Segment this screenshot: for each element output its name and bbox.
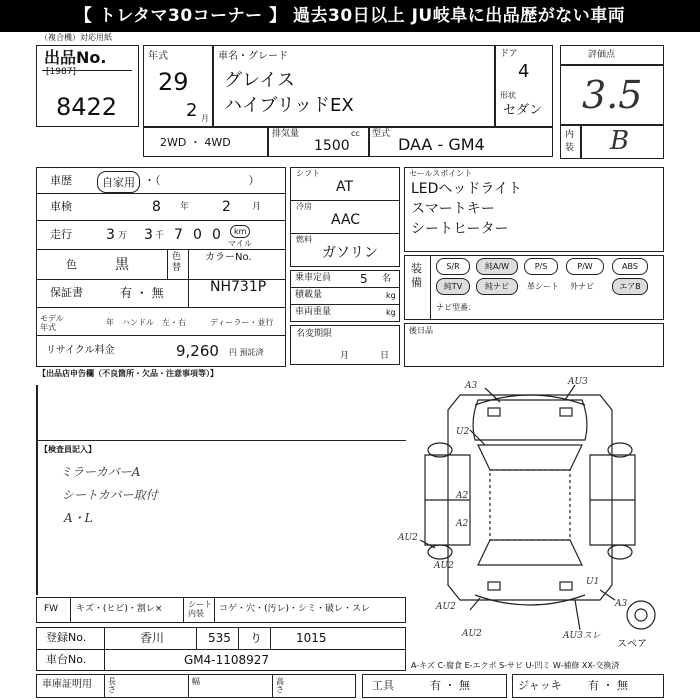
name-label: 車名・グレード <box>218 51 288 62</box>
jack-value: 有 ・ 無 <box>588 679 628 692</box>
warranty-label: 保証書 <box>50 286 83 299</box>
displacement-unit: cc <box>351 129 360 138</box>
equipment-label: 装備 <box>411 262 422 289</box>
shift-value: AT <box>336 179 354 195</box>
lot-number: 8422 <box>56 93 118 121</box>
inspection-month-unit: 月 <box>252 202 262 212</box>
dealer-type: ディーラー・並行 <box>210 318 274 327</box>
inspector-note-2: シートカバー取付 <box>62 488 158 502</box>
equip-leather: 革シート <box>527 282 559 291</box>
cert-width: 幅 <box>192 677 200 686</box>
registration-place: 香川 <box>140 631 165 645</box>
mileage-unit: km <box>230 225 250 238</box>
inspector-note-3: A・L <box>64 511 93 525</box>
shape-label: 形状 <box>500 91 516 100</box>
mark-rear-right: U1 <box>586 577 600 587</box>
recycle-value: 9,260 <box>176 342 219 360</box>
fuel-value: ガソリン <box>322 245 378 261</box>
color-code-label: カラーNo. <box>205 252 252 263</box>
top-note: （複合機）対応用紙 <box>40 33 112 42</box>
warranty-value: 有 ・ 無 <box>120 286 164 300</box>
door-label: ドア <box>500 49 518 59</box>
drive-text: 2WD ・ 4WD <box>160 136 231 149</box>
year-value: 29 <box>158 68 189 96</box>
cert-height: 高さ <box>276 677 284 694</box>
cert-label: 車庫証明用 <box>42 679 92 690</box>
equip-sunroof: S/R <box>436 258 470 275</box>
score-value: 3.5 <box>582 73 643 117</box>
shape-value: セダン <box>503 103 543 118</box>
displacement-value: 1500 <box>314 138 350 154</box>
shift-label: シフト <box>296 169 320 178</box>
chassis-value: GM4-1108927 <box>184 653 270 667</box>
cert-length: 長さ <box>108 677 116 694</box>
inspection-year-unit: 年 <box>180 202 190 212</box>
inspection-label: 車検 <box>50 200 72 213</box>
model-year-label: モデル年式 <box>40 314 64 332</box>
fw-items: キズ・(ヒビ)・割レ× <box>76 604 163 614</box>
weight-unit: kg <box>386 308 396 317</box>
door-value: 4 <box>518 61 530 82</box>
fw-label: FW <box>44 604 59 614</box>
inspector-title: 【検査員記入】 <box>40 445 96 454</box>
car-model: グレイス <box>224 70 295 91</box>
spare-label: スペア <box>617 639 647 650</box>
mileage-sen: 3 <box>144 227 153 243</box>
history-rest: ・（ ） <box>144 174 260 187</box>
car-grade: ハイブリッドEX <box>224 95 354 116</box>
equip-alloy-wheel: 純A/W <box>476 258 518 275</box>
mark-left-front-door: A2 <box>456 491 469 501</box>
defect-legend: A-キズ C-腐食 E-エクボ S-サビ U-凹ミ W-補修 XX-交換済 <box>411 661 620 670</box>
seat-label: シート内装 <box>188 600 212 618</box>
jack-label: ジャッキ <box>518 679 562 692</box>
seat-items: コゲ・穴・(汚レ)・シミ・破レ・スレ <box>219 604 371 614</box>
load-unit: kg <box>386 291 396 300</box>
mileage-alt-unit: マイル <box>228 239 252 248</box>
equip-airbag: エアB <box>612 278 648 295</box>
weight-label: 車両重量 <box>295 307 332 317</box>
mileage-tens: 0 <box>193 227 202 243</box>
tools-label: 工具 <box>372 679 394 692</box>
defects-title: 【出品店申告欄（不良箇所・欠品・注意事項等）】 <box>38 369 218 378</box>
registration-label: 登録No. <box>46 631 87 644</box>
mark-left-rear-wheel: AU2 <box>434 561 454 571</box>
year-label: 年式 <box>148 51 168 62</box>
registration-kana: り <box>250 631 263 645</box>
interior-label: 内装 <box>565 130 575 153</box>
navi-model-label: ナビ型番： <box>436 303 476 312</box>
tools-value: 有 ・ 無 <box>430 679 470 692</box>
aircon-value: AAC <box>331 212 361 228</box>
model-type-label: 型式 <box>372 129 391 139</box>
color-change-label: 色替 <box>172 252 182 273</box>
capacity-value: 5 <box>360 272 368 286</box>
color-value: 黒 <box>115 257 129 273</box>
color-code: NH731P <box>210 279 267 295</box>
equip-ext-navi: 外ナビ <box>570 282 594 291</box>
displacement-label: 排気量 <box>272 129 300 139</box>
mark-rear-left: AU2 <box>436 602 456 612</box>
equip-power-window: P/W <box>566 258 604 275</box>
equip-power-steering: P/S <box>524 258 558 275</box>
registration-number: 1015 <box>296 631 327 645</box>
inspection-year: 8 <box>152 199 161 215</box>
interior-value: B <box>610 126 630 156</box>
mark-hood: U2 <box>456 427 470 437</box>
sales-item-2: スマートキー <box>411 201 495 217</box>
year-month-unit: 月 <box>201 114 209 123</box>
mileage-sen-unit: 千 <box>155 231 165 241</box>
mileage-man-unit: 万 <box>118 231 128 241</box>
lot-label: 出品No. <box>44 48 107 67</box>
model-year-unit: 年 <box>106 318 114 327</box>
model-type-value: DAA - GM4 <box>398 135 485 154</box>
mileage-label: 走行 <box>50 228 72 241</box>
mileage-man: 3 <box>106 227 115 243</box>
mark-left-rear-door: A2 <box>456 519 469 529</box>
mark-rear-bumper-left: AU2 <box>462 629 482 639</box>
score-label: 評価点 <box>588 50 616 60</box>
mark-rear-corner: A3 <box>615 599 628 609</box>
sales-label: セールスポイント <box>409 169 473 178</box>
registration-class: 535 <box>208 631 231 645</box>
expiry-month: 月 <box>340 351 350 361</box>
capacity-unit: 名 <box>382 274 392 284</box>
equip-navi: 純ナビ <box>476 278 518 295</box>
sales-item-3: シートヒーター <box>411 221 509 237</box>
fuel-label: 燃料 <box>296 235 312 244</box>
mark-left-rear-fender: AU2 <box>398 533 418 543</box>
history-value: 自家用 <box>97 171 140 193</box>
handle-side: ハンドル 左・右 <box>122 318 186 327</box>
recycle-label: リサイクル料金 <box>46 345 115 356</box>
post-note-label: 後日品 <box>409 326 433 335</box>
aircon-label: 冷房 <box>296 202 312 211</box>
history-label: 車歴 <box>50 174 72 187</box>
mark-front-right: AU3 <box>568 377 588 387</box>
recycle-unit: 円 預託済 <box>229 348 264 357</box>
equip-tv: 純TV <box>436 278 470 295</box>
year-month: 2 <box>186 100 198 121</box>
equip-abs: ABS <box>612 258 648 275</box>
mileage-ones: 0 <box>212 227 221 243</box>
inspector-note-1: ミラーカバーA <box>60 465 141 479</box>
inspection-month: 2 <box>222 199 231 215</box>
color-label: 色 <box>66 258 77 271</box>
load-label: 積載量 <box>295 290 323 300</box>
sales-item-1: LEDヘッドライト <box>411 181 523 197</box>
capacity-label: 乗車定員 <box>295 273 332 283</box>
mark-front-center: A3 <box>465 381 478 391</box>
expiry-label: 名変期限 <box>296 329 333 339</box>
banner: 【 トレタマ30コーナー 】 過去30日以上 JU岐阜に出品歴がない車両 <box>0 0 700 32</box>
chassis-label: 車台No. <box>46 653 87 666</box>
mark-rear-bumper-right: AU3スレ <box>563 631 601 641</box>
lot-code: [1987] <box>46 67 76 77</box>
mileage-hundreds: 7 <box>174 227 183 243</box>
expiry-day: 日 <box>380 351 390 361</box>
